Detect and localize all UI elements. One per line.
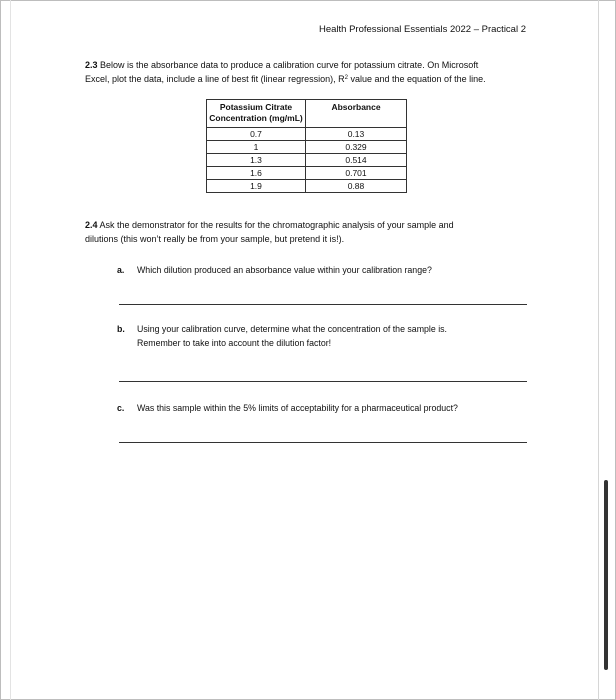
concentration-cell: 0.7 xyxy=(207,128,306,141)
section-2-4-line2: dilutions (this won’t really be from your sample, but pretend it is!). xyxy=(85,234,345,244)
page-edge-left xyxy=(10,0,11,700)
section-2-4-line1: Ask the demonstrator for the results for the chromatographic analysis of your sample and xyxy=(97,220,454,230)
section-2-3-text xyxy=(85,58,486,86)
section-2-4-number: 2.4 xyxy=(85,220,98,230)
section-2-3-number: 2.3 xyxy=(85,60,98,70)
concentration-cell: 1.6 xyxy=(207,167,306,180)
question-text-line2: Remember to take into account the dilution factor! xyxy=(137,338,332,348)
absorbance-header: Absorbance xyxy=(306,100,407,128)
question-text: Was this sample within the 5% limits of acceptability for a pharmaceutical product? xyxy=(137,403,458,413)
section-2-3-line2a: Excel, plot the data, include a line of best fit (linear regression), R xyxy=(85,74,345,84)
table-row xyxy=(207,167,407,180)
question-text-line1: Using your calibration curve, determine what the concentration of the sample is. xyxy=(137,324,448,334)
question-label: b. xyxy=(117,324,125,334)
absorbance-cell: 0.329 xyxy=(306,141,407,154)
absorbance-cell: 0.701 xyxy=(306,167,407,180)
page-edge-right xyxy=(598,0,599,700)
absorbance-cell: 0.88 xyxy=(306,180,407,193)
question-label: a. xyxy=(117,265,125,275)
concentration-cell: 1 xyxy=(207,141,306,154)
table-row xyxy=(207,141,407,154)
section-2-3-line2b: value and the equation of the line. xyxy=(347,74,486,84)
question-text xyxy=(137,322,447,350)
calibration-table xyxy=(206,99,407,193)
absorbance-cell: 0.514 xyxy=(306,154,407,167)
concentration-header-line1: Potassium Citrate xyxy=(219,102,293,112)
absorbance-cell: 0.13 xyxy=(306,128,407,141)
table-header-row xyxy=(207,100,407,128)
vertical-scrollbar[interactable] xyxy=(604,480,608,670)
concentration-cell: 1.9 xyxy=(207,180,306,193)
question-text: Which dilution produced an absorbance value within your calibration range? xyxy=(137,265,432,275)
table-row xyxy=(207,128,407,141)
concentration-header xyxy=(207,100,306,128)
page-header: Health Professional Essentials 2022 – Practical 2 xyxy=(319,24,527,35)
section-2-4-text xyxy=(85,218,454,246)
answer-line-c[interactable] xyxy=(119,442,527,443)
section-2-3-line1: Below is the absorbance data to produce a calibration curve for potassium citrate. On Microsoft xyxy=(97,60,479,70)
answer-line-a[interactable] xyxy=(119,304,527,305)
concentration-header-line2: Concentration (mg/mL) xyxy=(209,113,303,123)
concentration-cell: 1.3 xyxy=(207,154,306,167)
r-squared-superscript: 2 xyxy=(344,75,348,81)
table-row xyxy=(207,154,407,167)
answer-line-b[interactable] xyxy=(119,381,527,382)
question-label: c. xyxy=(117,403,125,413)
table-row xyxy=(207,180,407,193)
